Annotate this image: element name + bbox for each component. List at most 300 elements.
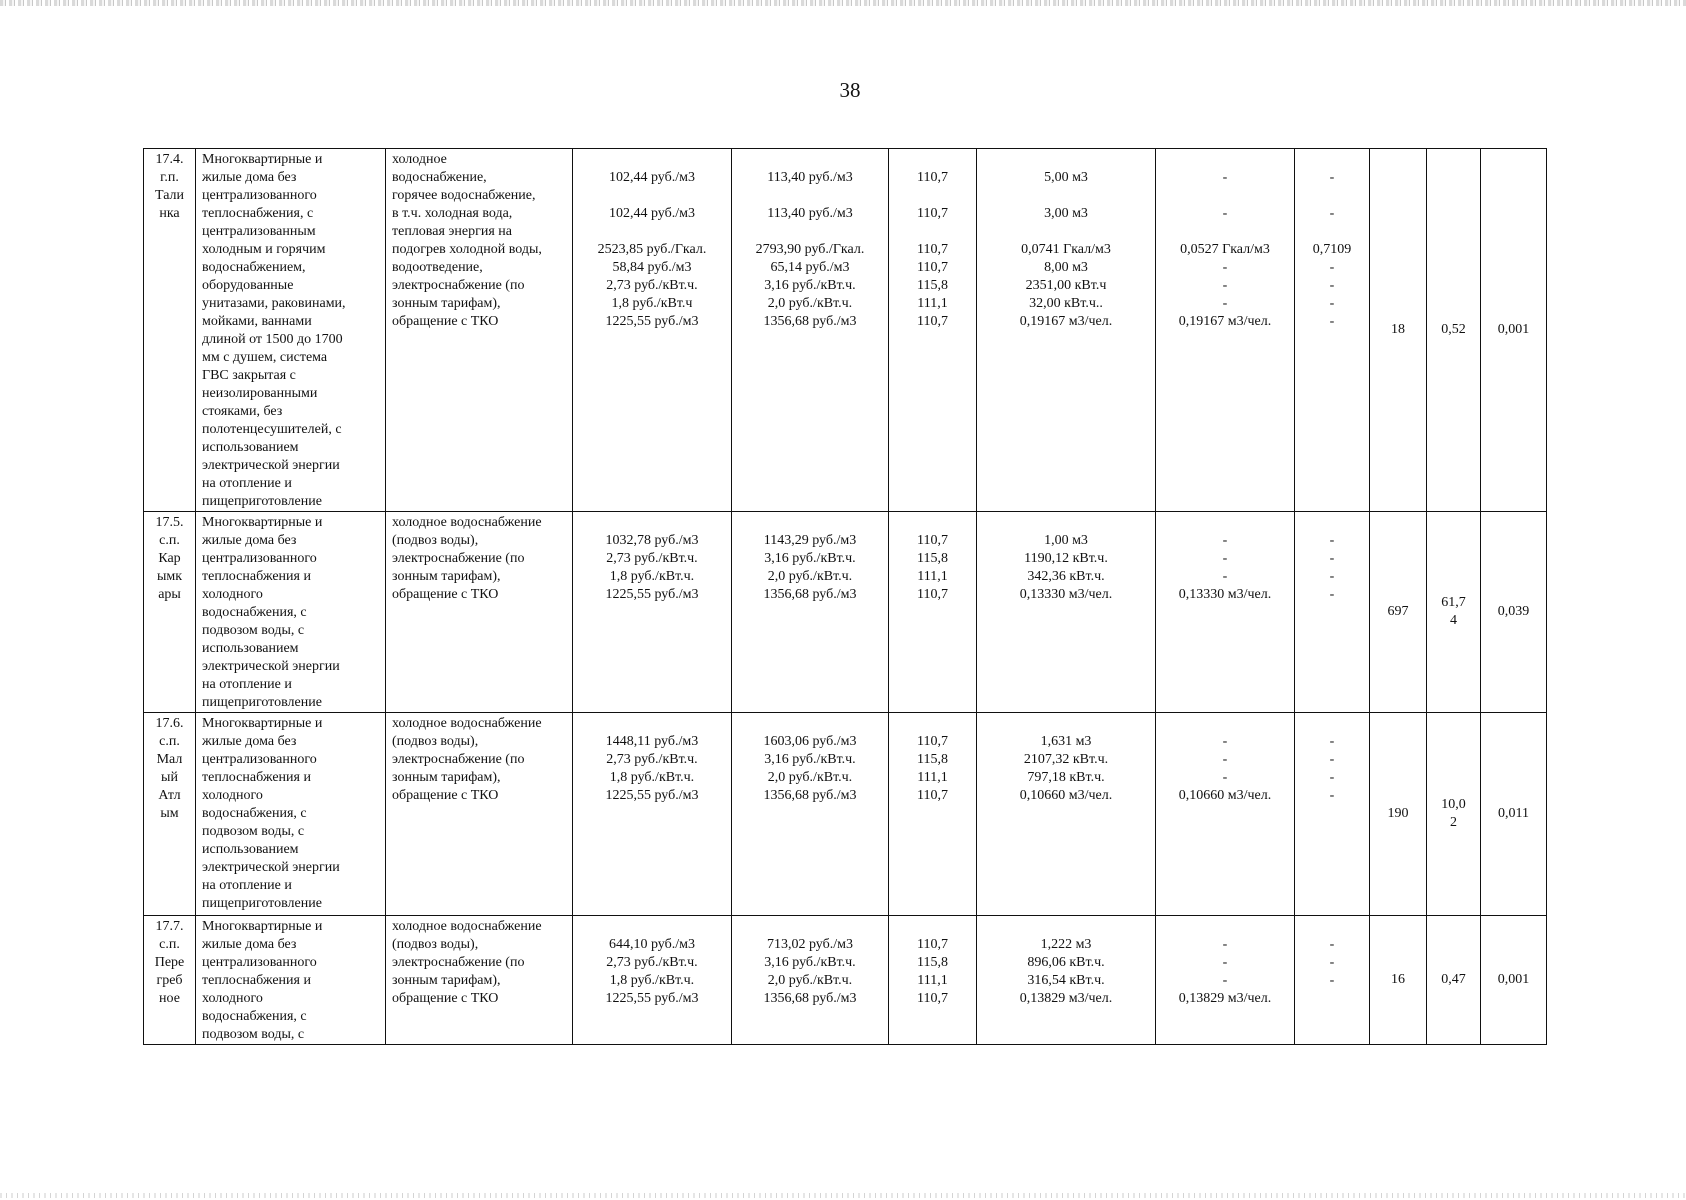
tariff-old-cell [573, 713, 732, 916]
index-line: 110,7 [917, 170, 948, 185]
index-line: 110,7 [917, 314, 948, 329]
category_lines-line: централизованным [202, 224, 316, 239]
price-index-cell [889, 512, 977, 713]
coef-line: - [1329, 973, 1335, 988]
service_lines-line: зонным тарифам), [392, 770, 501, 785]
tariff_new-line: 1356,68 руб./м3 [763, 314, 857, 329]
category_lines-line: унитазами, раковинами, [202, 296, 346, 311]
coef-line: - [1329, 278, 1335, 293]
tariff_new-line [732, 223, 888, 241]
share-value: 10,0 2 [1441, 797, 1466, 830]
service_lines-line: зонным тарифам), [392, 973, 501, 988]
id_lines-line: Кар [158, 551, 181, 566]
tariff_new-line: 2,0 руб./кВт.ч. [767, 973, 853, 988]
tariff_new-line: 1356,68 руб./м3 [763, 788, 857, 803]
index-line: 111,1 [917, 569, 948, 584]
tariff_new-line [732, 187, 888, 205]
service_lines-line: обращение с ТКО [392, 314, 499, 329]
coef-line: - [1329, 206, 1335, 221]
tariff_old-line: 1225,55 руб./м3 [605, 991, 699, 1006]
coef-line: - [1329, 533, 1335, 548]
index-line: 110,7 [917, 937, 948, 952]
norm-line: 0,10660 м3/чел. [1019, 788, 1113, 803]
tariff_old-line: 644,10 руб./м3 [608, 937, 695, 952]
tariff_old-line: 102,44 руб./м3 [608, 170, 695, 185]
norm-line: 0,19167 м3/чел. [1019, 314, 1113, 329]
category_lines-line: холодного [202, 991, 263, 1006]
norm2-line: 0,0527 Гкал/м3 [1180, 242, 1270, 257]
id_lines-line: Мал [156, 752, 183, 767]
tariff_new-line: 65,14 руб./м3 [770, 260, 850, 275]
norm2-line [1156, 715, 1294, 733]
tariff_old-line [573, 918, 731, 936]
norm2-line: 0,19167 м3/чел. [1178, 314, 1272, 329]
ratio-cell [1481, 512, 1547, 713]
norm2-line: 0,13829 м3/чел. [1178, 991, 1272, 1006]
category_lines-line: подвозом воды, с [202, 1027, 305, 1042]
category_lines-line: оборудованные [202, 278, 294, 293]
item-id-cell [144, 149, 196, 512]
category_lines-line: водоснабжения, с [202, 605, 307, 620]
id_lines-line: 17.4. [155, 152, 184, 167]
category_lines-line: холодным и горячим [202, 242, 326, 257]
tariff_new-line: 3,16 руб./кВт.ч. [764, 752, 856, 767]
price-index-cell [889, 149, 977, 512]
service_lines-line: (подвоз воды), [392, 533, 479, 548]
tariff_old-line: 1,8 руб./кВт.ч. [609, 770, 695, 785]
norm-line: 797,18 кВт.ч. [1027, 770, 1105, 785]
tariff-new-cell [732, 512, 889, 713]
id_lines-line: греб [156, 973, 183, 988]
index-line: 111,1 [917, 770, 948, 785]
ratio-cell [1481, 916, 1547, 1045]
index-line: 110,7 [917, 206, 948, 221]
utility-services-cell [386, 916, 573, 1045]
index-line: 115,8 [917, 551, 948, 566]
category_lines-line: на отопление и [202, 677, 292, 692]
index-line: 115,8 [917, 752, 948, 767]
consumption-norm-cell [977, 713, 1156, 916]
service_lines-line: тепловая энергия на [392, 224, 512, 239]
coef-line: - [1329, 587, 1335, 602]
service_lines-line: обращение с ТКО [392, 587, 499, 602]
item-id-cell [144, 713, 196, 916]
norm-line [977, 918, 1155, 936]
coef-line [1295, 990, 1369, 1008]
category_lines-line: жилые дома без [202, 533, 297, 548]
index-line: 111,1 [917, 296, 948, 311]
scan-edge-bottom [0, 1193, 1686, 1198]
norm2-line: - [1222, 734, 1228, 749]
tariff_old-line [573, 187, 731, 205]
norm-line: 1,222 м3 [1040, 937, 1092, 952]
coef-line: - [1329, 170, 1335, 185]
index-line: 110,7 [917, 242, 948, 257]
norm-line: 0,13829 м3/чел. [1019, 991, 1113, 1006]
table-row [144, 713, 1547, 916]
secondary-norm-cell [1156, 149, 1295, 512]
index-line: 110,7 [917, 788, 948, 803]
coef-line: - [1329, 937, 1335, 952]
tariff_new-line: 1356,68 руб./м3 [763, 587, 857, 602]
norm-line: 1,00 м3 [1044, 533, 1088, 548]
ratio-value: 0,001 [1497, 322, 1530, 337]
service_lines-line: обращение с ТКО [392, 788, 499, 803]
housing-category-cell [196, 512, 386, 713]
norm2-line [1156, 151, 1294, 169]
resident-count-cell [1370, 713, 1427, 916]
housing-category-cell [196, 149, 386, 512]
ratio-value: 0,039 [1497, 604, 1530, 619]
category_lines-line: теплоснабжения и [202, 770, 311, 785]
service_lines-line: горячее водоснабжение, [392, 188, 536, 203]
ratio-cell [1481, 149, 1547, 512]
coef-line: 0,7109 [1312, 242, 1352, 257]
id_lines-line: Атл [158, 788, 181, 803]
coef-line [1295, 918, 1369, 936]
category_lines-line: использованием [202, 842, 299, 857]
coefficient-cell [1295, 916, 1370, 1045]
coef-line: - [1329, 314, 1335, 329]
coef-line: - [1329, 788, 1335, 803]
norm-line: 342,36 кВт.ч. [1027, 569, 1105, 584]
tariff_old-line: 1,8 руб./кВт.ч. [609, 569, 695, 584]
norm-line [977, 715, 1155, 733]
tariff_old-line: 1,8 руб./кВт.ч [611, 296, 693, 311]
norm2-line: - [1222, 170, 1228, 185]
id_lines-line: ное [159, 991, 180, 1006]
tariff_new-line: 1143,29 руб./м3 [763, 533, 857, 548]
coef-line: - [1329, 770, 1335, 785]
utility-services-cell [386, 512, 573, 713]
category_lines-line: водоснабжения, с [202, 1009, 307, 1024]
index-line [889, 151, 976, 169]
tariff_new-line: 2,0 руб./кВт.ч. [767, 770, 853, 785]
service_lines-line: электроснабжение (по [392, 551, 525, 566]
norm2-line: - [1222, 770, 1228, 785]
secondary-norm-cell [1156, 713, 1295, 916]
category_lines-line: централизованного [202, 955, 317, 970]
share-cell [1427, 916, 1481, 1045]
norm2-line: 0,10660 м3/чел. [1178, 788, 1272, 803]
index-line: 110,7 [917, 587, 948, 602]
tariff-table-body [144, 149, 1547, 1045]
tariff_old-line: 1032,78 руб./м3 [605, 533, 699, 548]
service_lines-line: подогрев холодной воды, [392, 242, 542, 257]
coef-line: - [1329, 955, 1335, 970]
ratio-value: 0,001 [1497, 972, 1530, 987]
coef-line: - [1329, 260, 1335, 275]
ratio-cell [1481, 713, 1547, 916]
norm-line: 8,00 м3 [1044, 260, 1088, 275]
index-line [889, 187, 976, 205]
coef-line: - [1329, 752, 1335, 767]
count-value: 190 [1387, 806, 1409, 821]
tariff_old-line: 2,73 руб./кВт.ч. [606, 752, 698, 767]
tariff_old-line: 1225,55 руб./м3 [605, 788, 699, 803]
category_lines-line: теплоснабжения, с [202, 206, 314, 221]
coef-line [1295, 151, 1369, 169]
tariff_old-line: 102,44 руб./м3 [608, 206, 695, 221]
price-index-cell [889, 916, 977, 1045]
share-value: 61,7 4 [1441, 595, 1466, 628]
tariff_new-line: 3,16 руб./кВт.ч. [764, 551, 856, 566]
page-number: 38 [839, 78, 861, 102]
table-row [144, 149, 1547, 512]
norm2-line [1156, 187, 1294, 205]
tariff_old-line [573, 715, 731, 733]
norm2-line: - [1222, 569, 1228, 584]
price-index-cell [889, 713, 977, 916]
tariff_old-line: 1225,55 руб./м3 [605, 587, 699, 602]
norm-line: 3,00 м3 [1044, 206, 1088, 221]
tariff_new-line: 113,40 руб./м3 [767, 170, 853, 185]
service_lines-line: (подвоз воды), [392, 734, 479, 749]
norm-line [977, 514, 1155, 532]
coef-line [1295, 715, 1369, 733]
tariff_new-line [732, 715, 888, 733]
tariff_old-line: 1,8 руб./кВт.ч. [609, 973, 695, 988]
tariff_new-line: 2793,90 руб./Гкал. [755, 242, 865, 257]
category_lines-line: жилые дома без [202, 170, 297, 185]
scan-edge-top [0, 0, 1686, 6]
id_lines-line: с.п. [159, 937, 180, 952]
service_lines-line: обращение с ТКО [392, 991, 499, 1006]
tariff_new-line: 713,02 руб./м3 [766, 937, 853, 952]
id_lines-line: Пере [154, 955, 185, 970]
category_lines-line: централизованного [202, 551, 317, 566]
norm-line [977, 151, 1155, 169]
coef-line [1295, 514, 1369, 532]
tariff_old-line: 1225,55 руб./м3 [605, 314, 699, 329]
category_lines-line: Многоквартирные и [202, 152, 323, 167]
tariff_old-line [573, 151, 731, 169]
category_lines-line: использованием [202, 440, 299, 455]
share-cell [1427, 713, 1481, 916]
coef-line: - [1329, 551, 1335, 566]
category_lines-line: Многоквартирные и [202, 919, 323, 934]
category_lines-line: пищеприготовление [202, 896, 322, 911]
service_lines-line: зонным тарифам), [392, 569, 501, 584]
service_lines-line: холодное водоснабжение [392, 515, 542, 530]
category_lines-line: холодного [202, 788, 263, 803]
count-value: 18 [1391, 322, 1405, 337]
service_lines-line: электроснабжение (по [392, 278, 525, 293]
id_lines-line: ымк [156, 569, 183, 584]
category_lines-line: жилые дома без [202, 937, 297, 952]
service_lines-line: холодное [392, 152, 447, 167]
service_lines-line: холодное водоснабжение [392, 716, 542, 731]
index-line [889, 918, 976, 936]
category_lines-line: холодного [202, 587, 263, 602]
category_lines-line: подвозом воды, с [202, 623, 305, 638]
norm-line: 32,00 кВт.ч.. [1029, 296, 1103, 311]
id_lines-line: ый [161, 770, 178, 785]
coef-line: - [1329, 296, 1335, 311]
norm-line: 2107,32 кВт.ч. [1023, 752, 1109, 767]
norm2-line [1156, 514, 1294, 532]
id_lines-line: с.п. [159, 734, 180, 749]
category_lines-line: электрической энергии [202, 860, 340, 875]
category_lines-line: теплоснабжения и [202, 973, 311, 988]
id_lines-line: ары [158, 587, 181, 602]
category_lines-line: длиной от 1500 до 1700 [202, 332, 343, 347]
tariff_new-line: 3,16 руб./кВт.ч. [764, 278, 856, 293]
category_lines-line: на отопление и [202, 476, 292, 491]
tariff_old-line: 2,73 руб./кВт.ч. [606, 955, 698, 970]
tariff_new-line [732, 151, 888, 169]
index-line: 110,7 [917, 991, 948, 1006]
index-line [889, 715, 976, 733]
consumption-norm-cell [977, 512, 1156, 713]
coefficient-cell [1295, 713, 1370, 916]
coefficient-cell [1295, 149, 1370, 512]
tariff-new-cell [732, 916, 889, 1045]
norm2-line [1156, 918, 1294, 936]
share-cell [1427, 149, 1481, 512]
norm2-line: - [1222, 551, 1228, 566]
norm-line [977, 187, 1155, 205]
norm2-line: 0,13330 м3/чел. [1178, 587, 1272, 602]
resident-count-cell [1370, 916, 1427, 1045]
norm2-line: - [1222, 278, 1228, 293]
category_lines-line: водоснабжения, с [202, 806, 307, 821]
category_lines-line: ГВС закрытая с [202, 368, 296, 383]
category_lines-line: электрической энергии [202, 659, 340, 674]
service_lines-line: водоснабжение, [392, 170, 487, 185]
service_lines-line: в т.ч. холодная вода, [392, 206, 513, 221]
norm2-line: - [1222, 260, 1228, 275]
category_lines-line: жилые дома без [202, 734, 297, 749]
tariff_old-line: 2523,85 руб./Гкал. [597, 242, 707, 257]
table-row [144, 916, 1547, 1045]
index-line: 111,1 [917, 973, 948, 988]
tariff_old-line [573, 514, 731, 532]
norm2-line: - [1222, 973, 1228, 988]
norm-line [977, 223, 1155, 241]
id_lines-line: г.п. [160, 170, 179, 185]
service_lines-line: (подвоз воды), [392, 937, 479, 952]
service_lines-line: холодное водоснабжение [392, 919, 542, 934]
category_lines-line: стояками, без [202, 404, 283, 419]
norm-line: 1190,12 кВт.ч. [1024, 551, 1108, 566]
share-value: 0,47 [1441, 972, 1466, 987]
category_lines-line: мм с душем, система [202, 350, 328, 365]
norm-line: 2351,00 кВт.ч [1025, 278, 1107, 293]
id_lines-line: с.п. [159, 533, 180, 548]
consumption-norm-cell [977, 916, 1156, 1045]
category_lines-line: на отопление и [202, 878, 292, 893]
category_lines-line: пищеприготовление [202, 494, 322, 509]
tariff_new-line: 3,16 руб./кВт.ч. [764, 955, 856, 970]
category_lines-line: водоснабжением, [202, 260, 306, 275]
service_lines-line: электроснабжение (по [392, 752, 525, 767]
id_lines-line: 17.6. [155, 716, 184, 731]
item-id-cell [144, 512, 196, 713]
index-line: 115,8 [917, 955, 948, 970]
coef-line [1295, 187, 1369, 205]
index-line: 110,7 [917, 260, 948, 275]
category_lines-line: мойками, ваннами [202, 314, 312, 329]
category_lines-line: пищеприготовление [202, 695, 322, 710]
category_lines-line: неизолированными [202, 386, 318, 401]
norm-line: 0,0741 Гкал/м3 [1021, 242, 1111, 257]
id_lines-line: ым [160, 806, 179, 821]
norm2-line: - [1222, 533, 1228, 548]
coefficient-cell [1295, 512, 1370, 713]
tariff_new-line [732, 514, 888, 532]
tariff_old-line: 58,84 руб./м3 [612, 260, 692, 275]
tariff_new-line [732, 918, 888, 936]
norm2-line: - [1222, 296, 1228, 311]
norm2-line: - [1222, 937, 1228, 952]
service_lines-line: водоотведение, [392, 260, 483, 275]
id_lines-line: Тали [154, 188, 185, 203]
housing-category-cell [196, 916, 386, 1045]
norm-line: 0,13330 м3/чел. [1019, 587, 1113, 602]
secondary-norm-cell [1156, 512, 1295, 713]
share-cell [1427, 512, 1481, 713]
resident-count-cell [1370, 149, 1427, 512]
category_lines-line: Многоквартирные и [202, 515, 323, 530]
tariff-new-cell [732, 149, 889, 512]
coef-line: - [1329, 569, 1335, 584]
item-id-cell [144, 916, 196, 1045]
tariff-old-cell [573, 512, 732, 713]
share-value: 0,52 [1441, 322, 1466, 337]
count-value: 697 [1387, 604, 1409, 619]
consumption-norm-cell [977, 149, 1156, 512]
tariff-table [143, 148, 1547, 1045]
category_lines-line: использованием [202, 641, 299, 656]
norm2-line [1156, 223, 1294, 241]
utility-services-cell [386, 149, 573, 512]
tariff-new-cell [732, 713, 889, 916]
norm-line: 316,54 кВт.ч. [1027, 973, 1105, 988]
utility-services-cell [386, 713, 573, 916]
category_lines-line: теплоснабжения и [202, 569, 311, 584]
id_lines-line: 17.5. [155, 515, 184, 530]
category_lines-line: электрической энергии [202, 458, 340, 473]
table-row [144, 512, 1547, 713]
index-line: 110,7 [917, 533, 948, 548]
tariff-old-cell [573, 149, 732, 512]
id_lines-line: нка [159, 206, 180, 221]
tariff-old-cell [573, 916, 732, 1045]
category_lines-line: централизованного [202, 752, 317, 767]
category_lines-line: централизованного [202, 188, 317, 203]
index-line [889, 514, 976, 532]
coef-line [1295, 223, 1369, 241]
tariff_new-line: 1356,68 руб./м3 [763, 991, 857, 1006]
category_lines-line: подвозом воды, с [202, 824, 305, 839]
tariff_new-line: 2,0 руб./кВт.ч. [767, 569, 853, 584]
norm2-line: - [1222, 206, 1228, 221]
norm-line: 5,00 м3 [1044, 170, 1088, 185]
tariff_old-line: 2,73 руб./кВт.ч. [606, 278, 698, 293]
tariff_new-line: 113,40 руб./м3 [767, 206, 853, 221]
id_lines-line: 17.7. [155, 919, 184, 934]
resident-count-cell [1370, 512, 1427, 713]
count-value: 16 [1391, 972, 1405, 987]
norm2-line: - [1222, 955, 1228, 970]
norm-line: 1,631 м3 [1040, 734, 1092, 749]
ratio-value: 0,011 [1498, 806, 1529, 821]
service_lines-line: электроснабжение (по [392, 955, 525, 970]
index-line: 110,7 [917, 734, 948, 749]
tariff_new-line: 2,0 руб./кВт.ч. [767, 296, 853, 311]
tariff_old-line [573, 223, 731, 241]
